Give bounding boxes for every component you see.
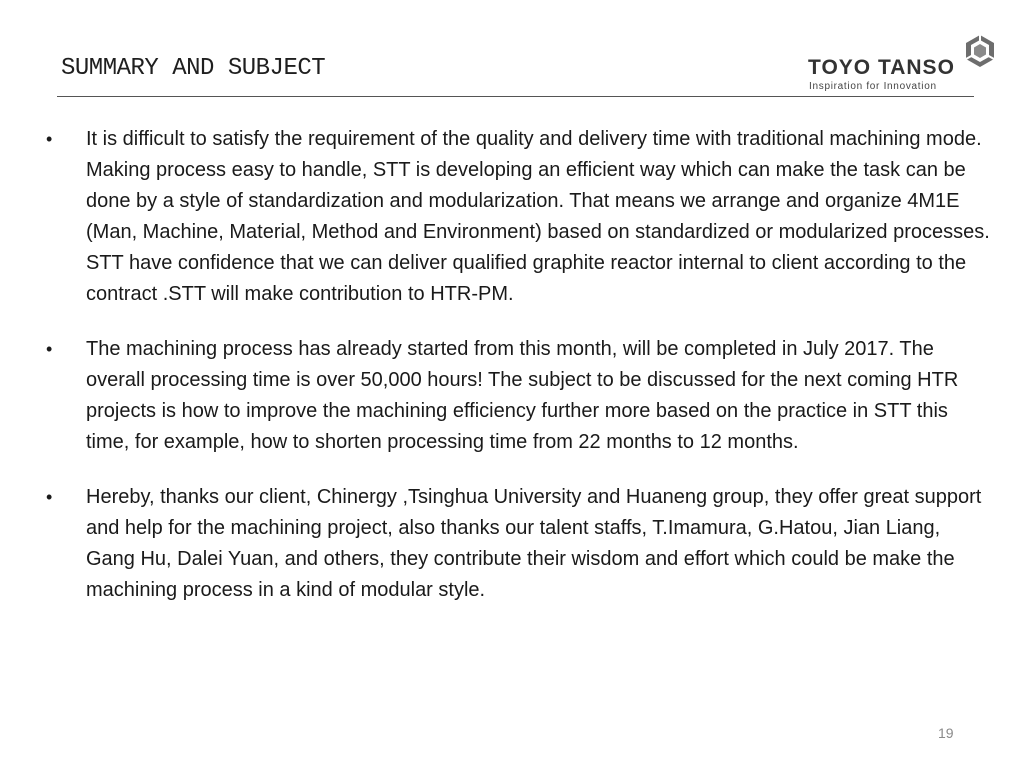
bullet-text: Hereby, thanks our client, Chinergy ,Tsinghua University and Huaneng group, they offer great support and help for the machining project, also thanks our talent staffs, T.Imamura, G.Hatou, Jian Liang, Gang Hu, Dalei Yuan, and others, they contribute their wisdom and effort which could be make the machining process in a kind of modular style. — [86, 486, 982, 601]
toyo-tanso-hexagon-icon — [963, 34, 997, 68]
bullet-marker: • — [46, 129, 53, 149]
bullet-item — [46, 482, 994, 606]
bullet-text: The machining process has already started from this month, will be completed in July 2017. The overall processing time is over 50,000 hours! The subject to be discussed for the next coming HTR projects is how to improve the machining efficiency further more based on the practice in STT this time, for example, how to shorten processing time from 22 months to 12 months. — [86, 338, 959, 453]
title-divider — [57, 96, 974, 97]
page-number: 19 — [938, 725, 954, 741]
bullet-text: It is difficult to satisfy the requirement of the quality and delivery time with traditional machining mode. Making process easy to handle, STT is developing an efficient way which can make the task can be done by a style of standardization and modularization. That means we arrange and organize 4M1E (Man, Machine, Material, Method and Environment) based on standardized or modularized processes. STT have confidence that we can deliver qualified graphite reactor internal to client according to the contract .STT will make contribution to HTR-PM. — [86, 128, 990, 305]
logo-tagline: Inspiration for Innovation — [809, 81, 937, 92]
company-logo — [808, 34, 998, 96]
bullet-item — [46, 124, 994, 310]
slide-title: SUMMARY AND SUBJECT — [61, 55, 326, 82]
bullet-item — [46, 334, 994, 458]
logo-wordmark: TOYO TANSO — [808, 56, 955, 79]
bullet-marker: • — [46, 339, 53, 359]
bullet-list — [46, 124, 994, 630]
bullet-marker: • — [46, 487, 53, 507]
